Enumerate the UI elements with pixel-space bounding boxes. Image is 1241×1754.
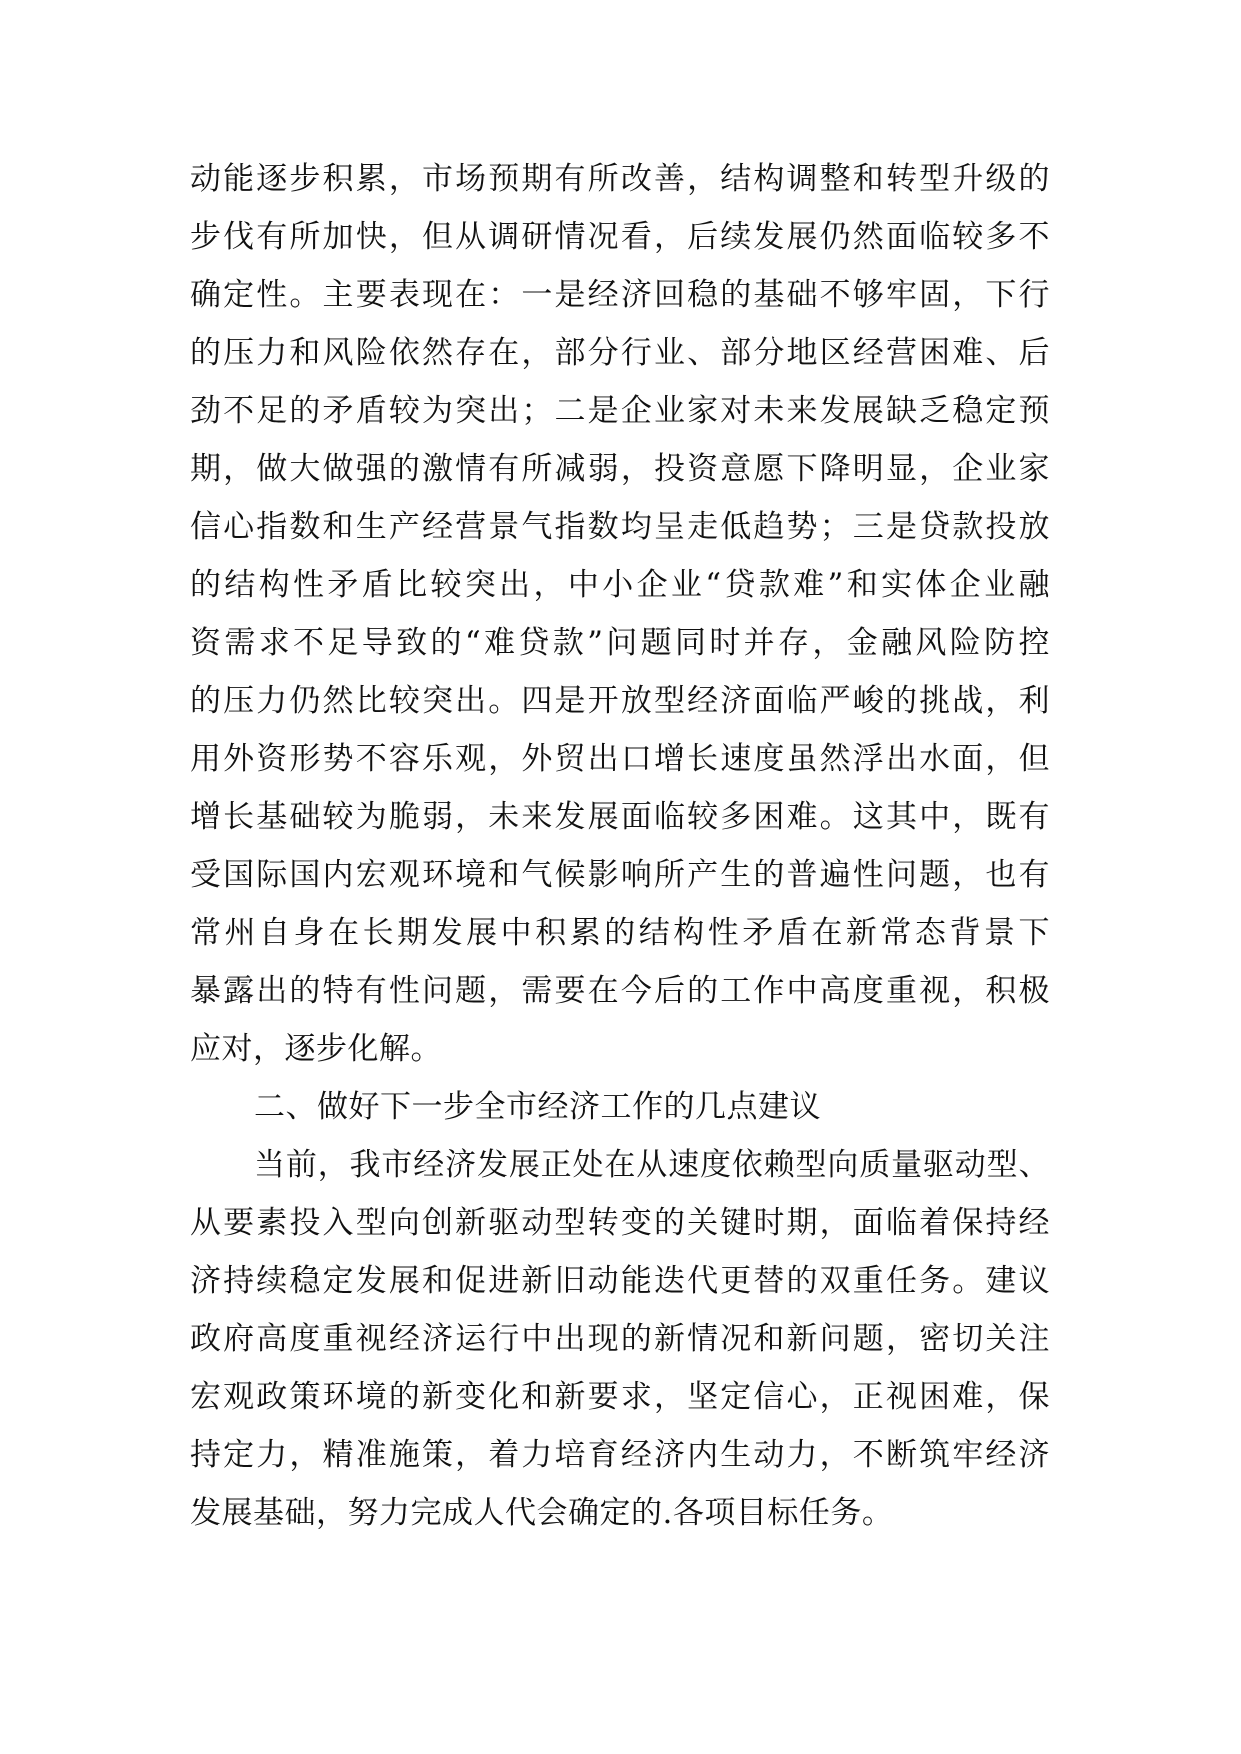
text-line: 劲不足的矛盾较为突出；二是企业家对未来发展缺乏稳定预 [190,393,1050,429]
text-line: 用外资形势不容乐观，外贸出口增长速度虽然浮出水面，但 [190,741,1050,777]
document-page [190,150,1050,1542]
text-line: 从要素投入型向创新驱动型转变的关键时期，面临着保持经 [190,1205,1050,1241]
text-line: 增长基础较为脆弱，未来发展面临较多困难。这其中，既有 [190,799,1050,835]
text-line: 发展基础，努力完成人代会确定的.各项目标任务。 [190,1495,894,1531]
text-line: 常州自身在长期发展中积累的结构性矛盾在新常态背景下 [190,915,1050,951]
text-line: 暴露出的特有性问题，需要在今后的工作中高度重视，积极 [190,973,1050,1009]
text-line: 步伐有所加快，但从调研情况看，后续发展仍然面临较多不 [190,219,1050,255]
text-line: 动能逐步积累，市场预期有所改善，结构调整和转型升级的 [190,161,1050,197]
text-line: 应对，逐步化解。 [190,1031,442,1067]
text-line: 资需求不足导致的“难贷款”问题同时并存，金融风险防控 [190,625,1050,661]
text-line: 受国际国内宏观环境和气候影响所产生的普遍性问题，也有 [190,857,1050,893]
text-line: 当前，我市经济发展正处在从速度依赖型向质量驱动型、 [254,1147,1050,1183]
text-line: 宏观政策环境的新变化和新要求，坚定信心，正视困难，保 [190,1379,1050,1415]
text-line: 济持续稳定发展和促进新旧动能迭代更替的双重任务。建议 [190,1263,1050,1299]
text-line: 的压力和风险依然存在，部分行业、部分地区经营困难、后 [190,335,1050,371]
text-line: 确定性。主要表现在：一是经济回稳的基础不够牢固，下行 [190,277,1050,313]
text-line: 政府高度重视经济运行中出现的新情况和新问题，密切关注 [190,1321,1050,1357]
paragraph-suggestions [190,1136,1050,1542]
text-line: 期，做大做强的激情有所减弱，投资意愿下降明显，企业家 [190,451,1050,487]
text-line: 持定力，精准施策，着力培育经济内生动力，不断筑牢经济 [190,1437,1050,1473]
text-line: 的压力仍然比较突出。四是开放型经济面临严峻的挑战，利 [190,683,1050,719]
text-line: 的结构性矛盾比较突出，中小企业“贷款难”和实体企业融 [190,567,1050,603]
paragraph-continuation [190,150,1050,1078]
section-heading: 二、做好下一步全市经济工作的几点建议 [254,1089,821,1125]
text-line: 信心指数和生产经营景气指数均呈走低趋势；三是贷款投放 [190,509,1050,545]
